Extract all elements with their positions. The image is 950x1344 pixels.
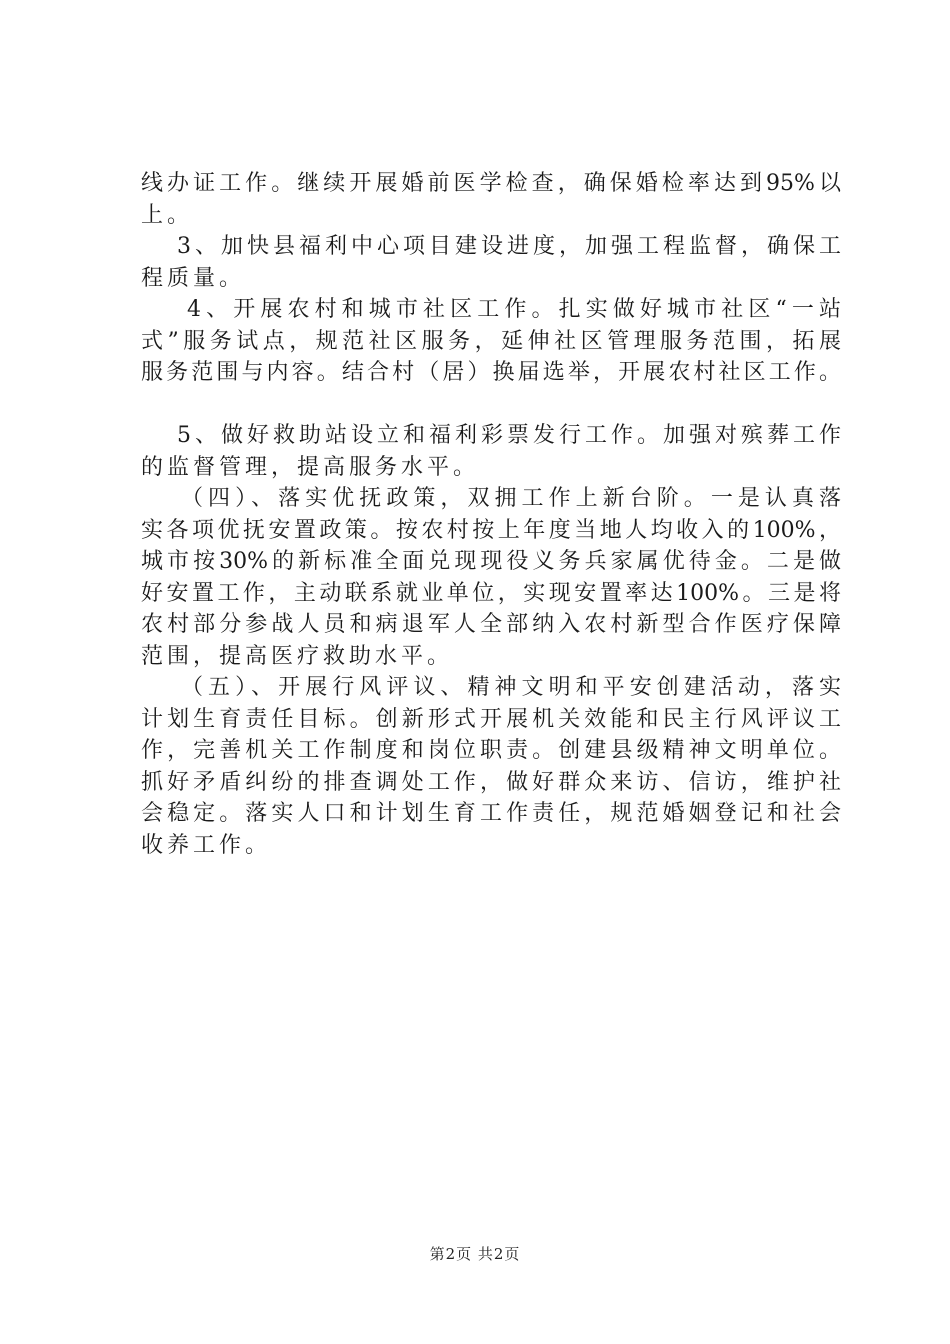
- text-line: 4、开展农村和城市社区工作。扎实做好城市社区“一站: [187, 297, 841, 322]
- text-line: 式”服务试点，规范社区服务，延伸社区管理服务范围，拓展: [141, 328, 841, 354]
- text-line: 上。: [141, 202, 194, 228]
- text-line: 抓好矛盾纠纷的排查调处工作，做好群众来访、信访，维护社: [141, 769, 841, 795]
- text-line: 作，完善机关工作制度和岗位职责。创建县级精神文明单位。: [141, 738, 841, 763]
- text-line: 收养工作。: [141, 832, 272, 858]
- text-line: 实各项优抚安置政策。按农村按上年度当地人均收入的100%，: [141, 517, 841, 543]
- text-line: 计划生育责任目标。创新形式开展机关效能和民主行风评议工: [141, 706, 841, 732]
- text-line: 程质量。: [141, 265, 246, 291]
- document-body: [141, 168, 841, 861]
- text-line: 线办证工作。继续开展婚前医学检查，确保婚检率达到95%以: [141, 171, 841, 196]
- text-line: 好安置工作，主动联系就业单位，实现安置率达100%。三是将: [141, 580, 841, 606]
- paragraph-gap: [141, 389, 841, 421]
- text-line: 5、做好救助站设立和福利彩票发行工作。加强对殡葬工作: [177, 423, 841, 448]
- text-line: 的监督管理，提高服务水平。: [141, 454, 480, 480]
- text-line: 3、加快县福利中心项目建设进度，加强工程监督，确保工: [177, 234, 841, 259]
- text-line: 农村部分参战人员和病退军人全部纳入农村新型合作医疗保障: [141, 612, 841, 637]
- text-line: （五）、开展行风评议、精神文明和平安创建活动，落实: [181, 675, 841, 700]
- text-line: （四）、落实优抚政策，双拥工作上新台阶。一是认真落: [181, 486, 841, 511]
- page-number-footer: 第2页 共2页: [429, 1245, 521, 1263]
- text-line: 会稳定。落实人口和计划生育工作责任，规范婚姻登记和社会: [141, 801, 841, 826]
- text-line: 城市按30%的新标准全面兑现现役义务兵家属优待金。二是做: [141, 549, 841, 574]
- text-line: 服务范围与内容。结合村（居）换届选举，开展农村社区工作。: [141, 360, 841, 385]
- text-line: 范围，提高医疗救助水平。: [141, 643, 454, 669]
